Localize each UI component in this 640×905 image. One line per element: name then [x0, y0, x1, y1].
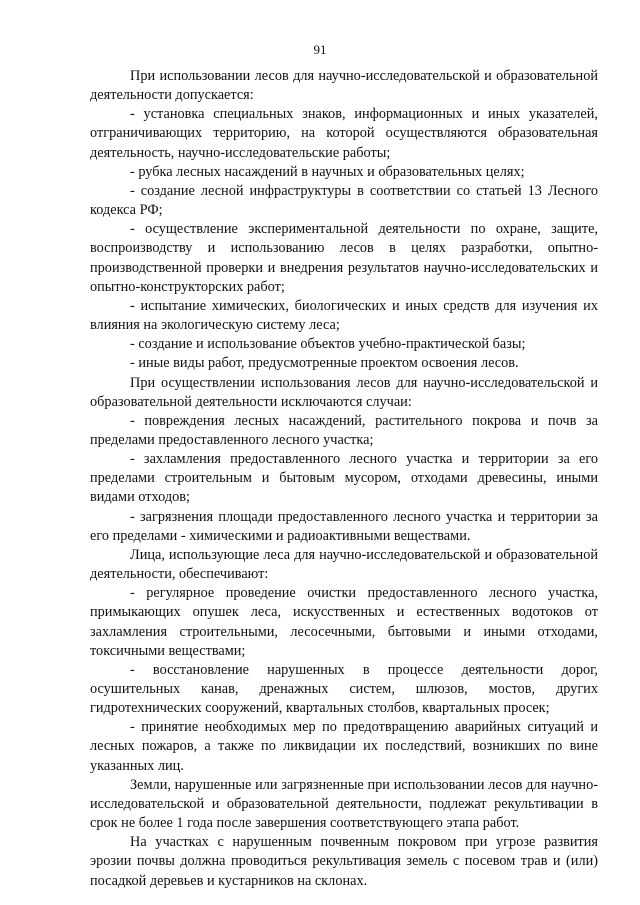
- list-item: - принятие необходимых мер по предотвращению аварийных ситуаций и лесных пожаров, а также по ликвидации их последствий, возникших по вине указанных лиц.: [90, 719, 598, 774]
- list-item: - повреждения лесных насаждений, растительного покрова и почв за пределами предоставленного лесного участка;: [90, 412, 598, 448]
- paragraph: При использовании лесов для научно-исследовательской и образовательной деятельности допускается:: [90, 68, 598, 104]
- list-item: - загрязнения площади предоставленного лесного участка и территории за его пределами - химическими и радиоактивными веществами.: [90, 508, 598, 544]
- document-body: [90, 67, 598, 891]
- list-item: - захламления предоставленного лесного участка и территории за его пределами строительным и бытовым мусором, отходами древесины, иными видами отходов;: [90, 451, 598, 506]
- list-item: - испытание химических, биологических и иных средств для изучения их влияния на экологическую систему леса;: [90, 297, 598, 334]
- list-item: - регулярное проведение очистки предоставленного лесного участка, примыкающих опушек леса, искусственных и естественных водотоков от захламления строительными, лесосечными, бытовыми и иными отходами, токсичными веществами;: [90, 585, 598, 659]
- list-item: - установка специальных знаков, информационных и иных указателей, отграничивающих территорию, на которой осуществляются образовательная деятельность, научно-исследовательские работы;: [90, 106, 598, 161]
- list-item: - рубка лесных насаждений в научных и образовательных целях;: [130, 163, 525, 180]
- paragraph: Лица, использующие леса для научно-исследовательской и образовательной деятельности, обеспечивают:: [90, 546, 598, 583]
- list-item: - осуществление экспериментальной деятельности по охране, защите, воспроизводству и использованию лесов в целях разработки, опытно-производственной проверки и внедрения результатов научно-исследовательских и опытно-конструкторских работ;: [90, 221, 598, 295]
- list-item: - создание лесной инфраструктуры в соответствии со статьей 13 Лесного кодекса РФ;: [90, 182, 598, 219]
- list-item: - иные виды работ, предусмотренные проектом освоения лесов.: [130, 355, 519, 372]
- page-number: 91: [313, 42, 327, 57]
- list-item: - восстановление нарушенных в процессе деятельности дорог, осушительных канав, дренажных систем, шлюзов, мостов, других гидротехнических сооружений, квартальных столбов, квартальных просек;: [90, 661, 598, 717]
- paragraph: При осуществлении использования лесов для научно-исследовательской и образовательной деятельности исключаются случаи:: [90, 374, 598, 410]
- list-item: - создание и использование объектов учебно-практической базы;: [130, 336, 526, 353]
- paragraph: Земли, нарушенные или загрязненные при использовании лесов для научно-исследовательской и образовательной деятельности, подлежат рекультивации в срок не более 1 года после завершения соответствующего этапа работ.: [90, 776, 598, 832]
- paragraph: На участках с нарушенным почвенным покровом при угрозе развития эрозии почвы должна проводиться рекультивация земель с посевом трав и (или) посадкой деревьев и кустарников на склонах.: [90, 834, 598, 889]
